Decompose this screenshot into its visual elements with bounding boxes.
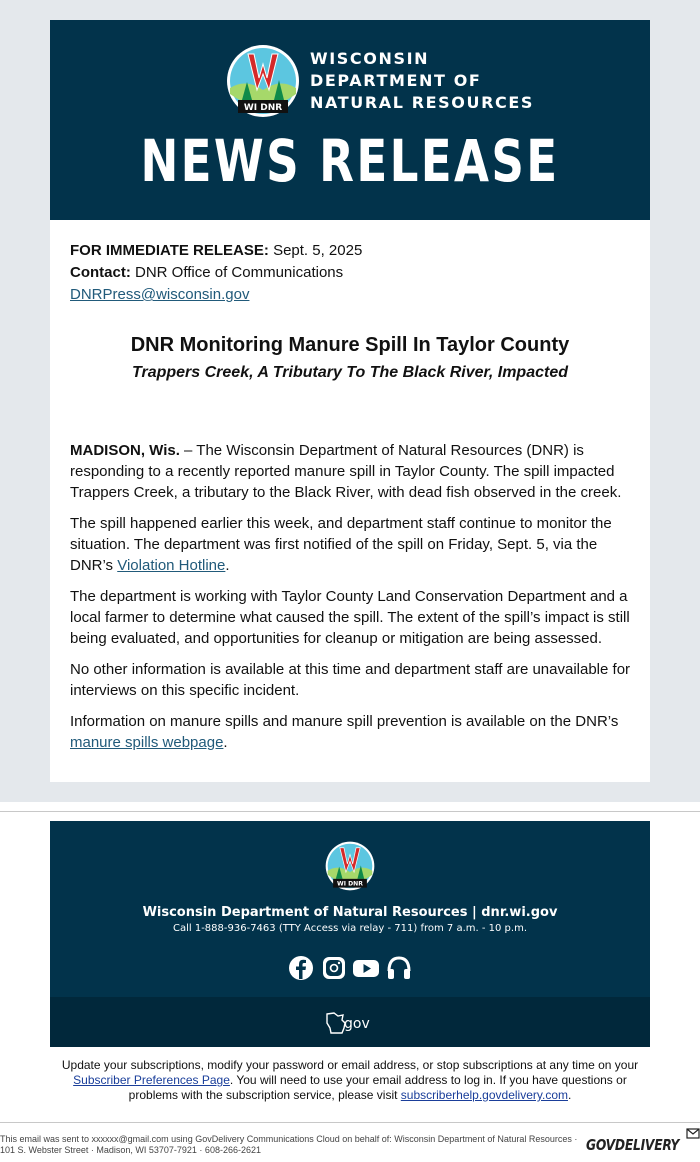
agency-name <box>310 48 534 114</box>
subscription-text: . You will need to use your email address to log in. If you have questions or problems with the subscription service, please visit <box>128 1073 627 1102</box>
wi-dnr-logo-icon <box>325 841 375 891</box>
agency-line: NATURAL RESOURCES <box>310 93 534 112</box>
article-body <box>70 440 632 763</box>
paragraph-text: . <box>225 557 230 574</box>
subscription-text: Update your subscriptions, modify your password or email address, or stop subscriptions at any time on your <box>61 1058 639 1072</box>
footer <box>50 821 650 1047</box>
agency-line: DEPARTMENT OF <box>310 71 482 90</box>
paragraph-text: – The Wisconsin Department of Natural Resources (DNR) is responding to a recently reported manure spill in Taylor County. The spill impacted Trappers Creek, a tributary to the Black River, with dead fish observed in the creek. <box>70 442 622 501</box>
footer-org[interactable]: Wisconsin Department of Natural Resources | dnr.wi.gov <box>142 905 558 920</box>
subscription-info <box>60 1058 640 1103</box>
wi-dnr-logo-icon <box>226 44 300 118</box>
manure-spills-link[interactable]: manure spills webpage <box>70 734 224 751</box>
subscription-text: . <box>567 1088 572 1102</box>
facebook-icon[interactable] <box>288 955 314 981</box>
paragraph-text: Information on manure spills and manure spill prevention is available on the DNR’s <box>70 713 619 730</box>
paragraph <box>70 711 632 753</box>
paragraph: No other information is available at this time and department staff are unavailable for interviews on this specific incident. <box>70 661 631 699</box>
release-meta <box>70 240 630 306</box>
divider <box>0 811 700 812</box>
release-label: FOR IMMEDIATE RELEASE: <box>70 242 269 259</box>
paragraph <box>70 440 632 503</box>
agency-line: WISCONSIN <box>310 49 430 68</box>
article-headline: DNR Monitoring Manure Spill In Taylor County <box>130 334 570 356</box>
press-email-link[interactable]: DNRPress@wisconsin.gov <box>70 286 250 303</box>
wigov-text: gov <box>344 1016 370 1032</box>
podcast-icon[interactable] <box>386 955 412 981</box>
logo-text: WI DNR <box>243 103 283 113</box>
release-date: Sept. 5, 2025 <box>273 242 363 259</box>
envelope-icon <box>686 1128 700 1140</box>
youtube-icon[interactable] <box>353 955 379 981</box>
dateline: MADISON, Wis. <box>70 442 180 459</box>
wisconsin-gov-logo[interactable] <box>325 1011 375 1037</box>
contact-label: Contact: <box>70 264 131 281</box>
govdelivery-logo: GOVDELIVERY <box>586 1136 680 1154</box>
email-card <box>50 20 650 782</box>
subscriber-preferences-link[interactable]: Subscriber Preferences Page <box>73 1073 230 1087</box>
contact-value: DNR Office of Communications <box>135 264 344 281</box>
paragraph-text: . <box>223 734 228 751</box>
legal-text: This email was sent to xxxxxx@gmail.com using GovDelivery Communications Cloud on behalf of: Wisconsin Department of Natural Resources · 101 S. Webster Street · Madison, WI 53707-7921 · 608-266-2621 <box>0 1134 578 1155</box>
instagram-icon[interactable] <box>321 955 347 981</box>
footer-bottom-bar <box>50 997 650 1047</box>
paragraph-text: The spill happened earlier this week, and department staff continue to monitor the situation. The department was first notified of the spill on Friday, Sept. 5, via the DNR’s <box>70 515 612 574</box>
divider <box>0 1122 700 1123</box>
violation-hotline-link[interactable]: Violation Hotline <box>117 557 226 574</box>
social-links <box>288 955 412 981</box>
subscriber-help-link[interactable]: subscriberhelp.govdelivery.com <box>400 1088 568 1102</box>
paragraph <box>70 513 632 576</box>
article-subhead: Trappers Creek, A Tributary To The Black River, Impacted <box>131 364 568 381</box>
header-banner <box>50 20 650 220</box>
logo-text: WI DNR <box>337 880 363 888</box>
footer-call: Call 1-888-936-7463 (TTY Access via relay - 711) from 7 a.m. - 10 p.m. <box>172 923 527 934</box>
paragraph: The department is working with Taylor County Land Conservation Department and a local farmer to determine what caused the spill. The extent of the spill’s impact is still being evaluated, and opportunities for cleanup or mitigation are being assessed. <box>70 588 630 647</box>
news-release-title: NEWS RELEASE <box>140 127 560 195</box>
